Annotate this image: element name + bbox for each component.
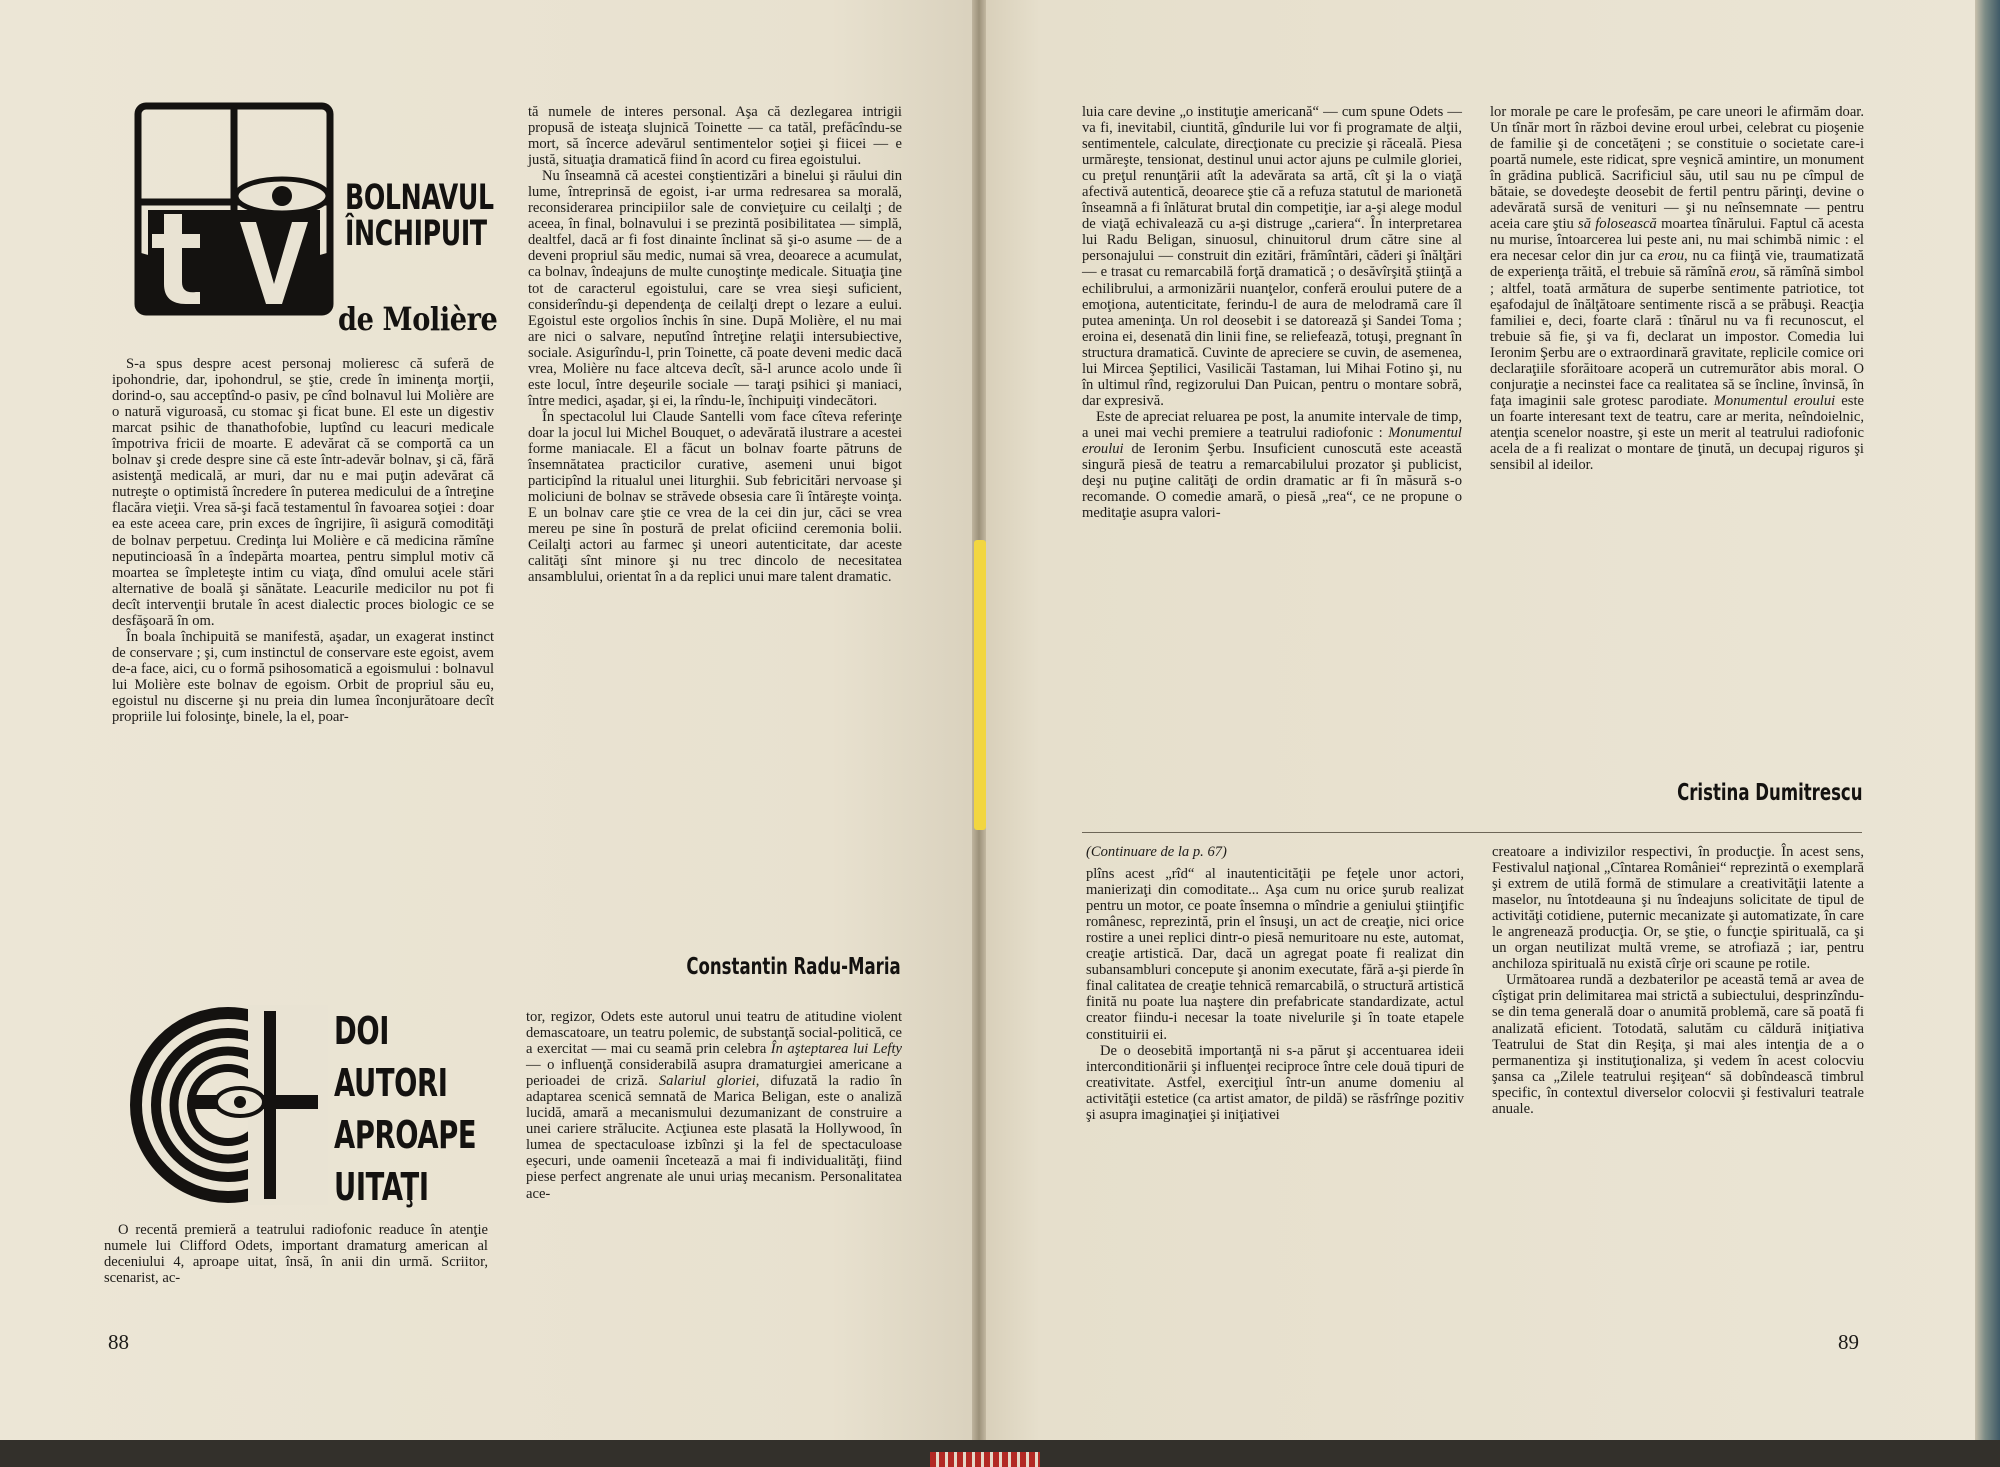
paragraph: În spectacolul lui Claude Santelli vom face cîteva referinţe doar la jocul lui Michel Bouquet, o adevărată ilustrare a acestei forme maniacale. El a făcut un bolnav foarte pătruns de însemnătatea practicilor curative, asemeni unui bigot participînd la ritualul unei liturghii. Sub febricitări nervoase şi moliciuni de bolnav se străvede obsesia care îi întăreşte voinţa. E un bolnav care ştie ce vrea de la cei din jur, căci se vrea mereu pe sine în postură de prelat oficiind ceremonia bolii. Ceilalţi actori au farmec şi uneori autenticitate, dar aceste calităţi sînt minore şi nu trec dincolo de necesitatea ansamblului, orientat în a da replici unui mare talent dramatic. [528,408,902,586]
paragraph: O recentă premieră a teatrului radiofonic readuce în atenţie numele lui Clifford Odets, important dramaturg american al deceniului 4, aproape uitat, însă, în anii din urmă. Scriitor, scenarist, ac- [104,1222,488,1287]
tv-logo-icon [134,102,334,317]
headline-line1: BOLNAVUL [345,178,494,218]
article1-column1 [112,356,494,725]
headline-word: UITAŢI [334,1165,429,1209]
paragraph: tor, regizor, Odets este autorul unui teatru de atitudine violent demascatoare, un teatru polemic, de substanţă social-politică, ce a exercitat — mai cu seamă prin celebra În aşteptarea lui Lefty — o influenţă considerabilă asupra dramaturgiei americane a perioadei de criză. Salariul gloriei, difuzată la radio în adaptarea scenică semnată de Marica Beligan, este o analiză lucidă, amară a mecanismului dezumanizant de construire a unei cariere strălucite. Acţiunea este plasată la Hollywood, în lumea de spectaculoase izbînzi şi la fel de spectaculoase eşecuri, unde oamenii încetează a mai fi individualităţi, fiind piese perfect angrenate ale unui uriaş mecanism. Personalitatea ace- [526,1009,903,1202]
headline-bolnavul [345,180,494,252]
bookmark-ribbon [974,540,986,830]
paragraph: Este de apreciat reluarea pe post, la anumite intervale de timp, a unei mai vechi premiere a teatrului radiofonic : Monumentul eroului de Ieronim Şerbu. Insuficient cunoscută este această singură piesă de teatru a remarcabilului prozator şi publicist, deşi nu puţine calităţi de ordin dramatic ar fi în măsură s-o recomande. O comedie amară, o piesă „rea“, ce ne propune o meditaţie asupra valori- [1082,408,1462,522]
article2-column1 [104,1222,488,1286]
logo-text: tv [134,102,135,103]
paragraph: lor morale pe care le profesăm, pe care uneori le afirmăm doar. Un tînăr mort în război devine eroul urbei, celebrat cu pioşenie de familie şi de concetăţeni ; se constituie o societate care-i poartă numele, este ridicat, spre veşnică amintire, un monument în grădina publică. Sacrificiul său, util sau nu pe cîmpul de bătaie, se dovedeşte deosebit de fertil pentru părinţi, devine o adevărată sursă de venituri — şi nu neînsemnate — pentru aceia care ştiu să folosească moartea tînărului. Faptul că acesta nu murise, întoarcerea lui peste ani, nu mai schimbă nimic : el era necesar celor din jur ca erou, nu ca fiinţă vie, traumatizată de experienţa trăită, el trebuie să rămînă erou, să rămînă simbol ; altfel, toată armătura de superbe sentimente patriotice, tot eşafodajul de înălţătoare sentimente riscă a se prăbuşi. Reacţia familiei e, deci, foarte clară : tînărul nu va fi recunoscut, el trebuie să fie, şi va fi, declarat un impostor. Comedia lui Ieronim Şerbu are o extraordinară gravitate, replicile comice ori declaraţiile sforăitoare acoperă un cutremurător abis moral. O conjuraţie a necinstei face ca realitatea să se încline, învinsă, în faţa imaginii sale grotesc parodiate. Monumentul eroului este un foarte interesant text de teatru, care ar merita, neîndoielnic, atenţia scenelor noastre, şi este un merit al teatrului radiofonic acela de a fi realizat o montare de ţinută, un decupaj riguros şi sensibil al ideilor. [1490,104,1865,474]
headline-word: APROAPE [334,1113,477,1157]
article2-byline: Cristina Dumitrescu [1677,780,1863,806]
paragraph: luia care devine „o instituţie americană“ — cum spune Odets — va fi, inevitabil, ciuntită, gîndurile lui vor fi programate de alţii, sentimentele, calculate, direcţionate cu precizie şi răceală. Piesa urmăreşte, tensionat, destinul unui actor ajuns pe culmile gloriei, cu preţul renunţării atît la adevărata sa artă, cît şi la o viaţă afectivă autentică, deoarece ştie că a refuza statutul de marionetă înseamnă a fi înlăturat brutal din competiţie, iar a-şi alege modul de viaţă echivalează cu a-şi distruge „cariera“. În interpretarea lui Radu Beligan, sinuosul, chinuitorul drum către sine al personajului — construit din ezitări, frămîntări, căderi şi înălţări — e trasat cu remarcabilă forţă dramatică ; o desăvîrşită ştiinţă a echilibrului, a armonizării nuanţelor, conferă eroului putere de a emoţiona, autenticitate, ferindu-l de aura de melodramă care îl putea ameninţa. Un rol deosebit i se datorează şi Sandei Toma ; eroina ei, desenată din linii fine, se reliefează, totuşi, pregnant în structura dramatică. Cuvinte de apreciere se cuvin, de asemenea, lui Mircea Şeptilici, Vasilicăi Tastaman, lui Mihai Fotino şi, nu în ultimul rînd, regizorului Dan Puican, pentru o montare sobră, dar expresivă. [1082,104,1462,409]
headline-author: de Molière [338,300,498,338]
article2-column2 [526,1009,902,1202]
paragraph: Următoarea rundă a dezbaterilor pe această temă ar avea de cîştigat prin delimitarea mai strictă a subiectului, desprinzîndu-se din tema generală doar o anumită problemă, care să poată fi analizată eficient. Totodată, salutăm cu căldură iniţiativa Teatrului de Stat din Reşiţa, şi mai ales intenţia de a o permanentiza şi instituţionaliza, şi vedem în acest colocviu şansa ca „Zilele teatrului reşiţean“ să dobîndească timbrul specific, în contextul diverselor colocvii şi festivaluri teatrale anuale. [1492,972,1864,1117]
page-number-right: 89 [1838,1330,1859,1354]
headline-line2: ÎNCHIPUIT [345,214,487,254]
article1-column2 [528,104,902,585]
page-number-left: 88 [108,1330,129,1354]
radio-logo-icon [128,1005,328,1205]
continuation-column1 [1086,844,1464,1123]
paragraph: În boala închipuită se manifestă, aşadar, un exagerat instinct de conservare ; şi, cum instinctul de conservare este egoist, avem de-a face, aici, cu o formă psihosomatică a egoismului : bolnavul lui Molière este bolnav de egoism. Orbit de propriul său eu, egoistul nu discerne şi nu preia din lumea înconjurătoare decît propriile lui folosinţe, binele, la el, poar- [112,628,494,726]
article1-byline: Constantin Radu-Maria [686,954,901,980]
article2-column3 [1082,104,1462,521]
paragraph: tă numele de interes personal. Aşa că dezlegarea intrigii propusă de isteaţa slujnică Toinette — ca tatăl, prefăcîndu-se mort, să încerce adevărul sentimentelor soţiei şi fiicei — e justă, situaţia dramatică fiind în acord cu firea egoistului. [528,104,902,169]
headline-word: DOI [334,1009,390,1053]
article2-column4 [1490,104,1864,473]
continuation-column2 [1492,844,1864,1117]
continuation-divider [1082,832,1862,833]
book-edge [1975,0,2000,1467]
paragraph: creatoare a indivizilor respectivi, în producţie. În acest sens, Festivalul naţional „Cîntarea României“ reprezintă o exemplară şi extrem de utilă formă de stimulare a creativităţii latente a maselor, nu întotdeauna şi nu îndeajuns solicitate de tipul de activităţi cotidiene, puternic mecanizate şi automatizate, în care le angrenează producţia. Or, se ştie, o funcţie spirituală, ca şi un organ neutilizat multă vreme, se atrofiază ; iar, pentru anchiloza spirituală nu există cîrje ori scaune pe rotile. [1492,844,1864,973]
paragraph: S-a spus despre acest personaj molieresc că suferă de ipohondrie, dar, ipohondrul, se ştie, crede în iminenţa morţii, dorind-o, sau acceptînd-o pasiv, pe cînd bolnavul lui Molière are o natură viguroasă, cu stomac şi ficat bune. El este un digestiv marcat psihic de thanathofobie, luptînd cu leacuri medicale împotriva fricii de moarte. E adevărat că se comportă ca un bolnav şi crede despre sine că este într-adevăr bolnav, şi că, fără asistenţă medicală, ar muri, dar nu e mai puţin adevărat că nutreşte o optimistă încredere în puterea medicului de a întreţine flacăra vieţii. Vrea să-şi facă testamentul în favoarea soţiei : doar ea este aceea care, prin exces de îngrijire, îi asigură comodităţi de bolnav perpetuu. Credinţa lui Molière e că medicina rămîne neputincioasă în a îndepărta moartea, pentru simplul motiv că moartea se împleteşte intim cu viaţa, dînd omului acele stări alternative de boală şi sănătate. Leacurile medicilor nu pot fi decît intervenţii brutale în acest dialectic proces biologic ce se desfăşoară în om. [112,356,494,629]
headline-word: AUTORI [334,1061,448,1105]
paragraph: plîns acest „rîd“ al inautenticităţii pe feţele unor actori, manierizaţi din comoditate... Aşa cum nu orice şurub realizat pentru un motor, ce poate însemna o mîndrie a geniului ştiinţific românesc, reprezintă, prin el însuşi, un act de creaţie, nici orice rostire a unei replici dintr-o piesă nemuritoare nu este, automat, creaţie artistică. Dar, dacă un agregat poate fi realizat din subansambluri concepute şi anonim executate, fără a-şi pierde în final calitatea de creaţie tehnică remarcabilă, o structură artistică finită nu poate lua naştere din prefabricate standardizate, actul creator fiindu-i necesar la toate nivelurile şi în toate etapele constituirii ei. [1086,866,1464,1043]
paragraph: De o deosebită importanţă ni s-a părut şi accentuarea ideii interconditionării şi influenţei reciproce între cele două tipuri de creativitate. Astfel, exerciţiul într-un anume domeniu al activităţii estetice (ca artist amator, de pildă) se răsfrînge pozitiv şi asupra imaginaţiei şi iniţiativei [1086,1042,1464,1123]
binding-thread [930,1452,1040,1467]
paragraph: Nu înseamnă că acestei conştientizări a binelui şi răului din lume, întreprinsă de egoist, i-ar urma redresarea sa morală, reconsiderarea principiilor sale de convieţuire cu ceilalţi ; de aceea, în final, bolnavului i se prezintă posibilitatea — simplă, dealtfel, dacă ar fi fost dinainte înclinat să şi-o asume — de a deveni propriul său medic, numai să vrea, deoarece a acumulat, ca bolnav, îndeajuns de multe cunoştinţe medicale. Situaţia ţine tot de caracterul egoistului, care se vrea sieşi suficient, considerîndu-şi dependenţa de ceilalţi drept o lezare a eului. Egoistul este orgolios închis în sine. După Molière, el nu mai are nici o salvare, neputînd întreţine relaţii intersubiective, sociale. Asigurîndu-l, prin Toinette, că poate deveni medic dacă vrea, Molière nu face altceva decît, să-l arunce acolo unde îi este locul, între deşeurile sociale — taraţi psihici şi maniaci, între medici, aşadar, şi ei, la rîndu-le, închipuiţi vindecători. [528,168,902,409]
continuation-label: (Continuare de la p. 67) [1086,844,1227,860]
headline-doi-autori [334,1005,476,1213]
